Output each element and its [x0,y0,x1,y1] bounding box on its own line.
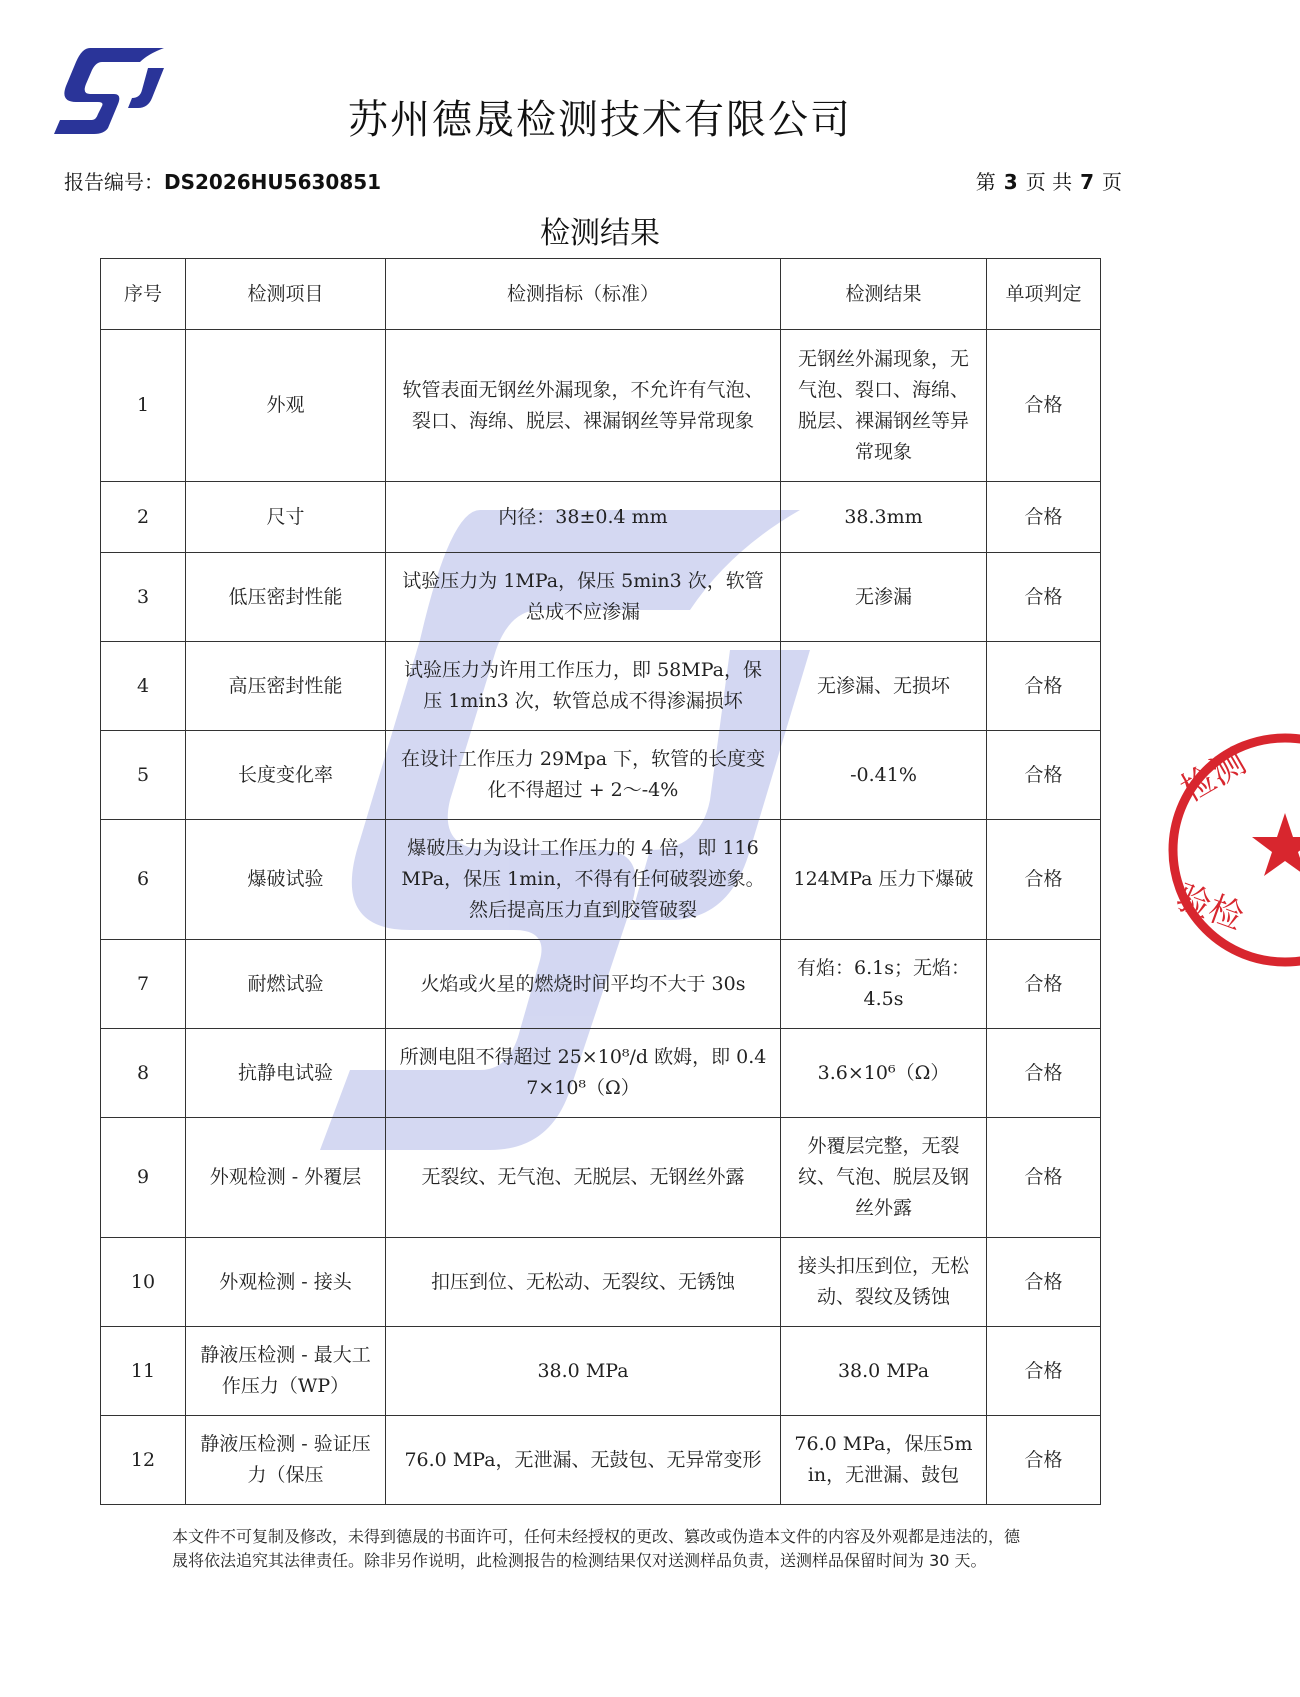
page-indicator [976,166,1122,195]
cell-item: 长度变化率 [186,731,386,820]
cell-result: 外覆层完整，无裂纹、气泡、脱层及钢丝外露 [781,1118,987,1238]
total-word: 共 [1052,170,1073,194]
cell-result: 无渗漏、无损坏 [781,642,987,731]
cell-standard: 软管表面无钢丝外漏现象，不允许有气泡、裂口、海绵、脱层、裸漏钢丝等异常现象 [386,330,781,482]
table-row [101,642,1101,731]
cell-verdict: 合格 [987,553,1101,642]
results-table [100,258,1101,1505]
svg-text:验检: 验检 [1170,877,1249,938]
cell-standard: 76.0 MPa，无泄漏、无鼓包、无异常变形 [386,1416,781,1505]
cell-item: 外观检测 - 外覆层 [186,1118,386,1238]
cell-verdict: 合格 [987,820,1101,940]
cell-verdict: 合格 [987,1327,1101,1416]
table-row [101,330,1101,482]
table-row [101,482,1101,553]
cell-item: 耐燃试验 [186,940,386,1029]
table-row [101,1327,1101,1416]
cell-no: 7 [101,940,186,1029]
cell-result: 3.6×10⁶（Ω） [781,1029,987,1118]
cell-standard: 扣压到位、无松动、无裂纹、无锈蚀 [386,1238,781,1327]
cell-result: 38.0 MPa [781,1327,987,1416]
table-row [101,1416,1101,1505]
cell-no: 2 [101,482,186,553]
cell-verdict: 合格 [987,1118,1101,1238]
cell-item: 静液压检测 - 验证压力（保压 [186,1416,386,1505]
table-row [101,820,1101,940]
company-name: 苏州德晟检测技术有限公司 [348,97,852,143]
cell-verdict: 合格 [987,731,1101,820]
page-current: 3 [1003,170,1018,194]
cell-item: 爆破试验 [186,820,386,940]
cell-item: 高压密封性能 [186,642,386,731]
cell-no: 11 [101,1327,186,1416]
cell-verdict: 合格 [987,642,1101,731]
page-word: 页 [1025,170,1046,194]
cell-standard: 内径：38±0.4 mm [386,482,781,553]
cell-no: 12 [101,1416,186,1505]
report-number-value: DS2026HU5630851 [164,170,382,194]
cell-item: 尺寸 [186,482,386,553]
cell-result: 无钢丝外漏现象，无气泡、裂口、海绵、脱层、裸漏钢丝等异常现象 [781,330,987,482]
page-prefix: 第 [975,170,996,194]
disclaimer-text: 本文件不可复制及修改，未得到德晟的书面许可，任何未经授权的更改、篡改或伪造本文件的内容及外观都是违法的，德晟将依法追究其法律责任。除非另作说明，此检测报告的检测结果仅对送测样品负责，送测样品保留时间为 30 天。 [172,1527,1021,1570]
cell-standard: 火焰或火星的燃烧时间平均不大于 30s [386,940,781,1029]
cell-no: 1 [101,330,186,482]
cell-item: 抗静电试验 [186,1029,386,1118]
header-result: 检测结果 [781,259,987,330]
cell-result: 124MPa 压力下爆破 [781,820,987,940]
report-number-label: 报告编号： [64,170,164,194]
cell-standard: 试验压力为许用工作压力，即 58MPa，保压 1min3 次，软管总成不得渗漏损坏 [386,642,781,731]
cell-result: 76.0 MPa，保压5min，无泄漏、鼓包 [781,1416,987,1505]
table-row [101,1238,1101,1327]
table-row [101,731,1101,820]
cell-no: 10 [101,1238,186,1327]
cell-item: 外观检测 - 接头 [186,1238,386,1327]
cell-verdict: 合格 [987,482,1101,553]
cell-verdict: 合格 [987,940,1101,1029]
cell-standard: 爆破压力为设计工作压力的 4 倍，即 116MPa，保压 1min，不得有任何破裂迹象。然后提高压力直到胶管破裂 [386,820,781,940]
header-no: 序号 [101,259,186,330]
cell-result: 无渗漏 [781,553,987,642]
table-row [101,1118,1101,1238]
cell-standard: 所测电阻不得超过 25×10⁸/d 欧姆，即 0.47×10⁸（Ω） [386,1029,781,1118]
cell-no: 8 [101,1029,186,1118]
cell-verdict: 合格 [987,1029,1101,1118]
cell-standard: 在设计工作压力 29Mpa 下，软管的长度变化不得超过 + 2～-4% [386,731,781,820]
table-row [101,1029,1101,1118]
cell-verdict: 合格 [987,1238,1101,1327]
cell-item: 静液压检测 - 最大工作压力（WP） [186,1327,386,1416]
table-header-row [101,259,1101,330]
header-standard: 检测指标（标准） [386,259,781,330]
cell-result: 接头扣压到位，无松动、裂纹及锈蚀 [781,1238,987,1327]
svg-text:检测: 检测 [1173,741,1253,811]
cell-standard: 试验压力为 1MPa，保压 5min3 次，软管总成不应渗漏 [386,553,781,642]
cell-verdict: 合格 [987,1416,1101,1505]
table-row [101,940,1101,1029]
cell-result: 有焰：6.1s；无焰：4.5s [781,940,987,1029]
header-verdict: 单项判定 [987,259,1101,330]
cell-standard: 无裂纹、无气泡、无脱层、无钢丝外露 [386,1118,781,1238]
cell-item: 低压密封性能 [186,553,386,642]
table-row [101,553,1101,642]
report-number [64,166,381,195]
cell-no: 9 [101,1118,186,1238]
page-suffix: 页 [1102,170,1122,194]
cell-result: -0.41% [781,731,987,820]
cell-item: 外观 [186,330,386,482]
section-title: 检测结果 [540,216,660,251]
cell-verdict: 合格 [987,330,1101,482]
cell-result: 38.3mm [781,482,987,553]
header-item: 检测项目 [186,259,386,330]
page-total: 7 [1080,170,1094,194]
inspection-seal-stamp [1160,725,1300,975]
cell-no: 5 [101,731,186,820]
cell-no: 6 [101,820,186,940]
cell-no: 3 [101,553,186,642]
cell-no: 4 [101,642,186,731]
cell-standard: 38.0 MPa [386,1327,781,1416]
